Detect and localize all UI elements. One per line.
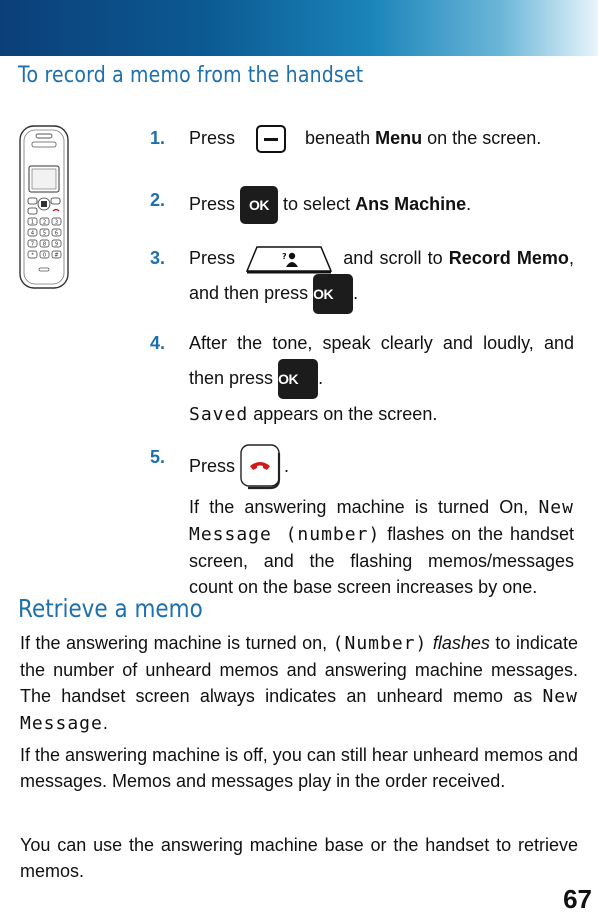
svg-text:?: ? [282, 252, 287, 262]
handset-illustration [18, 124, 70, 290]
record-memo-label: Record Memo [448, 248, 569, 268]
svg-text:0: 0 [42, 252, 47, 259]
retrieve-paragraph-2: If the answering machine is off, you can still hear unheard memos and messages. Memos and messages play in the order received. [20, 745, 578, 791]
note-text: If the answering machine is turned On, [189, 497, 529, 518]
flashes-italic: flashes [432, 633, 490, 653]
saved-screen-text: Saved [189, 404, 249, 426]
ok-key-icon: OK [278, 359, 318, 399]
svg-text:3: 3 [54, 219, 59, 226]
step-text: Press [189, 193, 236, 214]
retrieve-paragraph-1 [20, 630, 578, 737]
step-4-body [189, 328, 574, 399]
step-5-note [189, 494, 574, 600]
step-text: Press [189, 248, 236, 268]
step-4 [150, 328, 574, 430]
new-message-screen-text: New Message [20, 686, 578, 734]
steps-list [150, 124, 574, 600]
ans-machine-label: Ans Machine [355, 193, 467, 214]
svg-text:8: 8 [42, 241, 47, 248]
ok-key-icon: OK [313, 274, 353, 314]
new-message-screen-text: New Message (number) [189, 497, 574, 546]
step-text: and scroll to [343, 248, 443, 268]
svg-text:*: * [31, 252, 34, 259]
paragraph-text: to indicate the number of unheard memos and answering machine messages. The handset screen always indicates an unheard memo as [20, 633, 578, 706]
end-call-icon [240, 444, 284, 490]
step-text: Press [189, 456, 236, 476]
header-band [0, 0, 598, 56]
step-text: beneath [305, 128, 371, 148]
number-screen-text: (Number) [332, 633, 428, 654]
svg-text:5: 5 [42, 230, 47, 237]
note-text: flashes on the handset screen, and the flashing memos/messages count on the base screen increases by one. [189, 524, 574, 598]
step-number: 3. [150, 248, 166, 268]
step-text: . [353, 283, 359, 303]
step-number: 2. [150, 190, 166, 210]
retrieve-paragraph-3: You can use the answering machine base or the handset to retrieve memos. [20, 835, 578, 881]
svg-text:1: 1 [30, 219, 35, 226]
step-3 [150, 244, 574, 314]
step-text: to select [283, 193, 351, 214]
ok-key-icon: OK [240, 186, 278, 224]
page-title: To record a memo from the handset [18, 63, 364, 88]
step-text: appears on the screen. [253, 404, 438, 425]
paragraph-text: If the answering machine is turned on, [20, 633, 328, 653]
step-number: 4. [150, 333, 166, 354]
step-4-result [189, 399, 574, 430]
step-text: on the screen. [427, 128, 542, 148]
svg-text:6: 6 [54, 230, 59, 237]
step-text: . [318, 368, 324, 388]
step-text: After the tone, speak clearly and loudly, and then press [189, 333, 574, 388]
step-2 [150, 186, 574, 224]
step-text: . [284, 456, 290, 476]
svg-text:#: # [54, 252, 59, 259]
step-5 [150, 444, 574, 600]
step-number: 5. [150, 447, 166, 468]
svg-text:2: 2 [42, 219, 47, 226]
section-title: Retrieve a memo [18, 594, 203, 623]
step-5-body [189, 444, 574, 490]
svg-text:9: 9 [54, 241, 59, 248]
page-number: 67 [563, 884, 592, 914]
menu-label: Menu [375, 128, 423, 148]
step-number: 1. [150, 128, 166, 148]
svg-text:7: 7 [30, 241, 35, 248]
step-text: , and then press [189, 248, 574, 303]
step-text: . [466, 193, 472, 214]
step-text: Press [189, 128, 236, 148]
svg-text:4: 4 [30, 230, 35, 237]
menu-softkey-icon [256, 125, 286, 153]
step-1 [150, 124, 574, 176]
paragraph-text: . [102, 713, 108, 733]
directory-softkey-icon [245, 244, 333, 274]
